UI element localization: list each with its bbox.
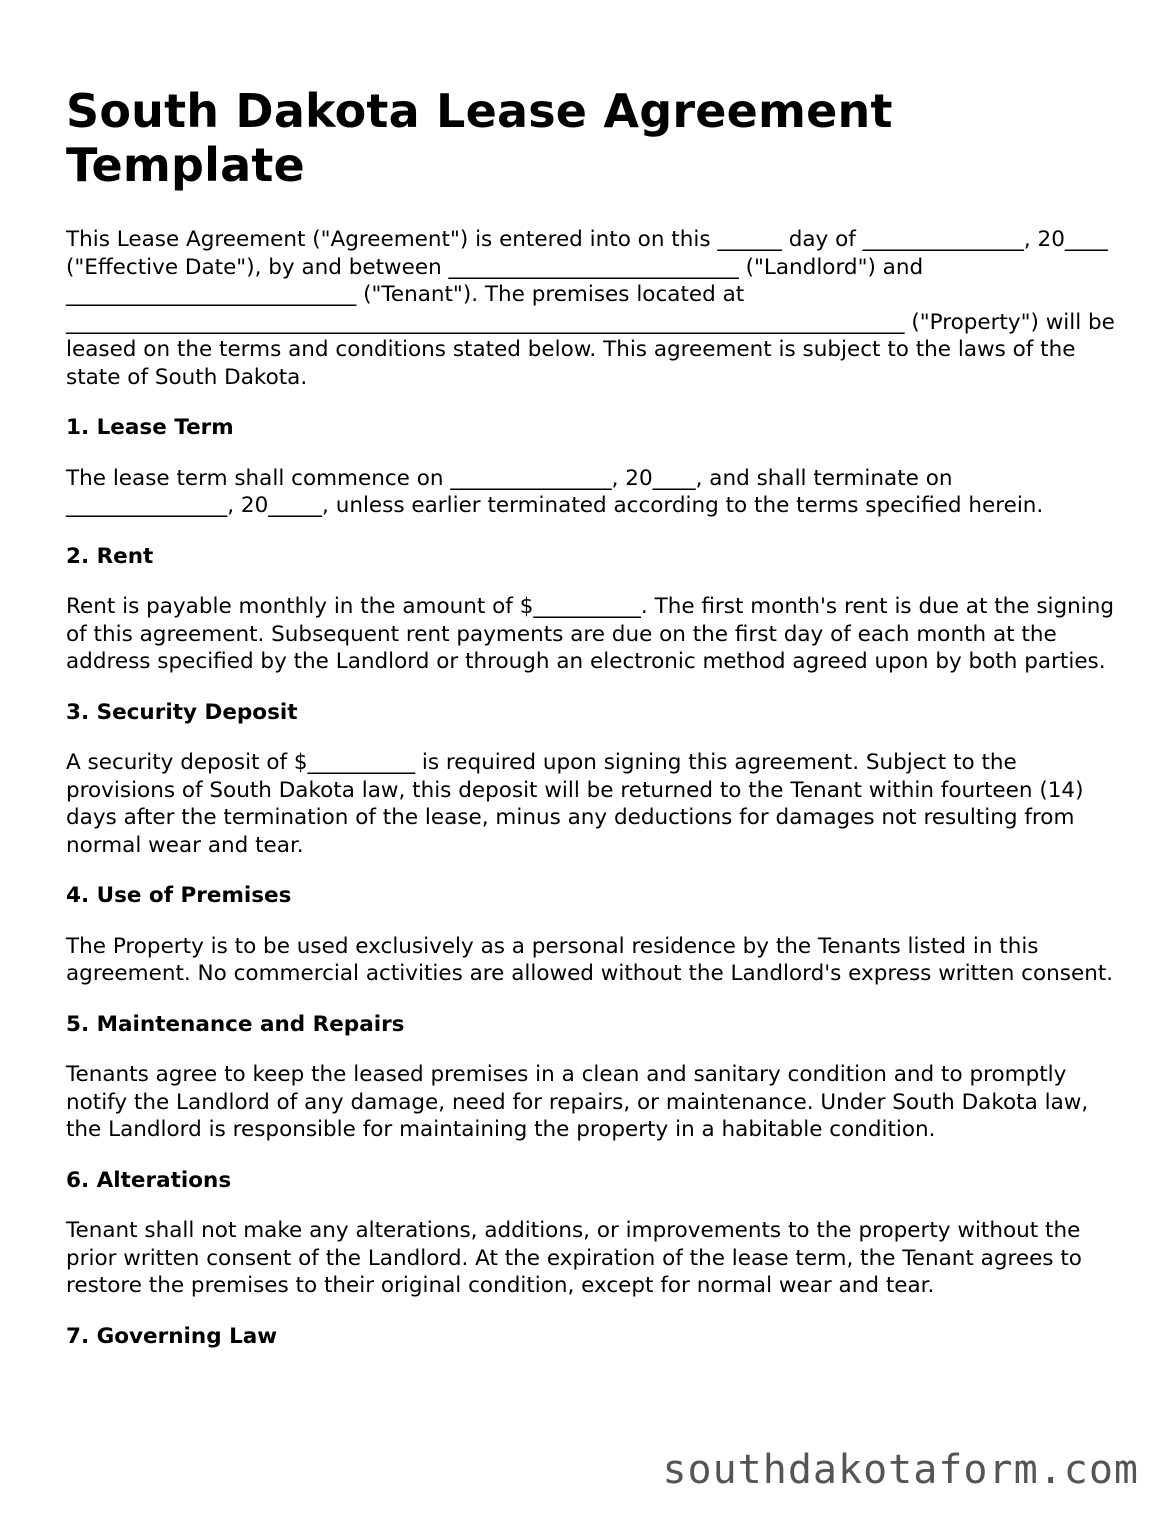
section-heading: 3. Security Deposit (66, 699, 298, 725)
section-alterations (66, 1167, 1126, 1300)
watermark: southdakotaform.com (662, 1447, 1139, 1493)
section-use-of-premises (66, 882, 1126, 988)
section-heading: 7. Governing Law (66, 1323, 278, 1349)
section-body: Tenant shall not make any alterations, additions, or improvements to the property without the prior written consent of the Landlord. At the expiration of the lease term, the Tenant agrees to restore the premises to their original condition, except for normal wear and tear. (66, 1218, 1082, 1298)
section-heading: 1. Lease Term (66, 415, 234, 440)
section-governing-law (66, 1323, 1126, 1351)
section-body: The lease term shall commence on _______________, 20____, and shall terminate on _______________, 20_____, unless earlier terminated according to the terms specified herein. (66, 465, 1044, 518)
section-heading: 5. Maintenance and Repairs (66, 1011, 405, 1037)
intro-paragraph: This Lease Agreement ("Agreement") is entered into on this ______ day of _______________, 20____ ("Effective Date"), by and between ___________________________ ("Landlord") and ___________________________ ("Tenant"). The premises located at ______________________________________________________________________________ ("Property") will be leased on the terms and conditions stated below. This agreement is subject to the laws of the state of South Dakota. (66, 227, 1115, 390)
document-title: South Dakota Lease Agreement Template (66, 84, 893, 192)
section-heading: 2. Rent (66, 543, 154, 569)
section-heading: 6. Alterations (66, 1167, 232, 1193)
section-body: Rent is payable monthly in the amount of $__________. The first month's rent is due at the signing of this agreement. Subsequent rent payments are due on the first day of each month at the address specified by the Landlord or through an electronic method agreed upon by both parties. (66, 594, 1115, 674)
section-rent (66, 543, 1126, 676)
section-heading: 4. Use of Premises (66, 883, 292, 908)
section-security-deposit (66, 699, 1126, 860)
section-body: A security deposit of $__________ is required upon signing this agreement. Subject to the provisions of South Dakota law, this deposit will be returned to the Tenant within fourteen (14) days after the termination of the lease, minus any deductions for damages not resulting from normal wear and tear. (66, 750, 1084, 858)
section-lease-term (66, 414, 1126, 520)
section-body: The Property is to be used exclusively as a personal residence by the Tenants listed in this agreement. No commercial activities are allowed without the Landlord's express written consent. (66, 933, 1114, 986)
section-body: Tenants agree to keep the leased premises in a clean and sanitary condition and to promptly notify the Landlord of any damage, need for repairs, or maintenance. Under South Dakota law, the Landlord is responsible for maintaining the property in a habitable condition. (66, 1062, 1089, 1142)
section-maintenance-and-repairs (66, 1011, 1126, 1144)
document-page (66, 84, 1126, 1373)
